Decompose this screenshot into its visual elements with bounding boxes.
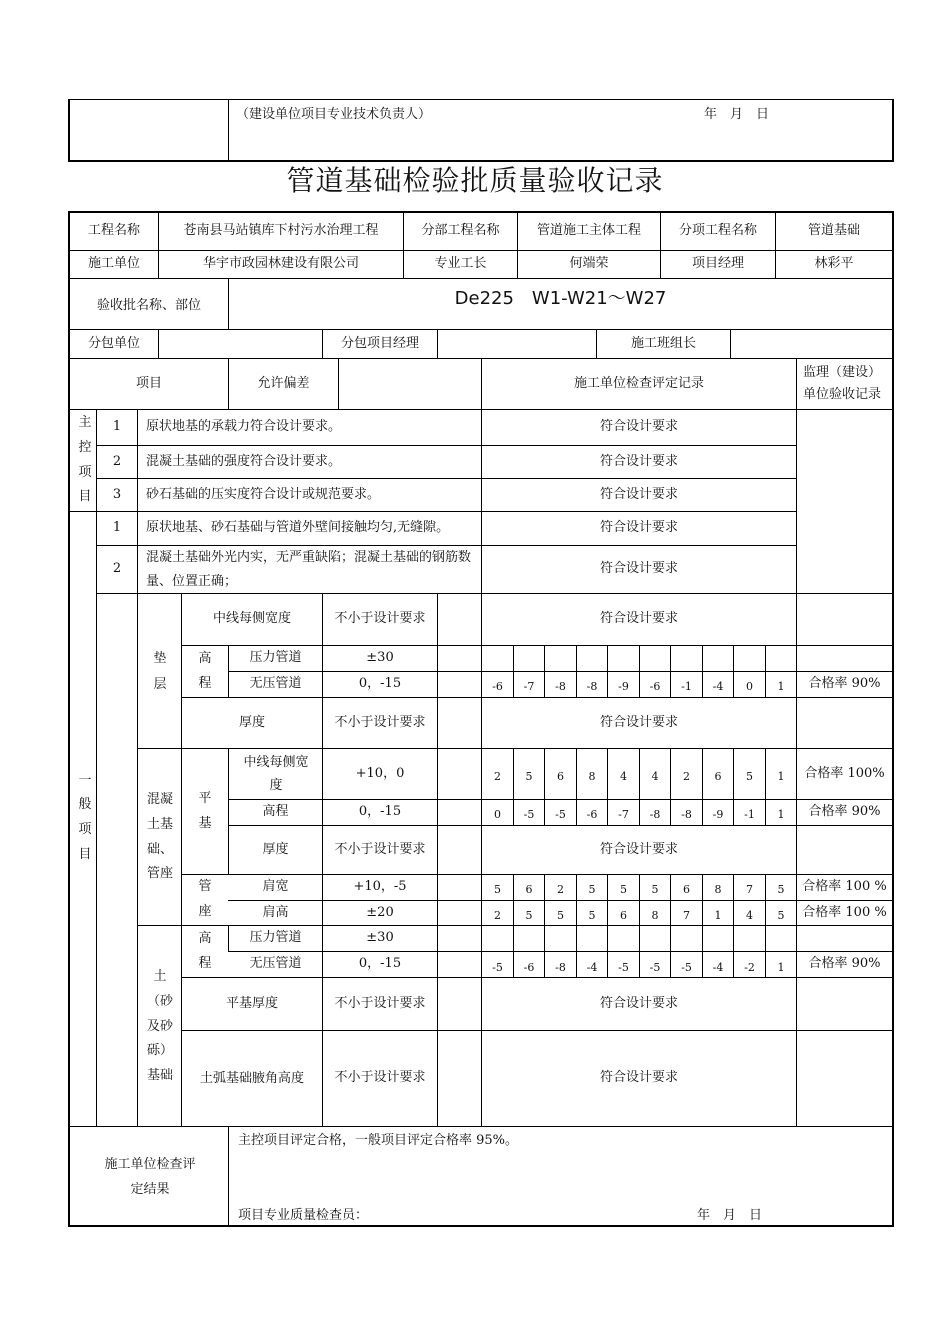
measure-cell: -7 (523, 679, 535, 693)
team-leader-label: 施工班组长 (630, 335, 696, 351)
cushion-elevation-label: 高程 (198, 650, 212, 691)
measure-cell: -6 (523, 960, 535, 974)
measure-cell: -5 (618, 960, 629, 974)
measure-cell: 1 (777, 807, 785, 821)
flat-label: 平基 (198, 790, 212, 831)
soil-gravity-tol: 0，-15 (358, 956, 402, 972)
mc-item-result: 符合设计要求 (599, 486, 678, 502)
pm-value: 林彩平 (814, 256, 854, 272)
batch-label: 验收批名称、部位 (96, 297, 201, 313)
measure-cell: 8 (588, 769, 596, 783)
measure-cell: -1 (744, 807, 755, 821)
soil-elevation-label: 高程 (198, 930, 212, 971)
measure-cell: 2 (494, 908, 501, 922)
mc-item-result: 符合设计要求 (599, 453, 678, 469)
measure-cell: 5 (746, 769, 753, 783)
measure-cell: 0 (494, 807, 501, 821)
subcontractor-label: 分包单位 (87, 335, 140, 351)
cushion-gravity-tol: 0，-15 (358, 676, 402, 692)
flat-elevation: 高程 (262, 804, 289, 820)
measure-cell: -5 (523, 807, 535, 821)
soil-flat-thickness-tol: 不小于设计要求 (334, 995, 426, 1011)
contractor-label: 施工单位 (87, 256, 140, 272)
soil-label: 土（砂及砂砾）基础 (147, 969, 174, 1084)
cushion-center-width: 中线每侧宽度 (212, 611, 291, 627)
measure-cell: -2 (744, 960, 755, 974)
sub-pm-label: 分包项目经理 (340, 335, 419, 351)
cushion-pressure-pipe: 压力管道 (249, 650, 302, 666)
measure-cell: -6 (586, 807, 598, 821)
arc-height-result: 符合设计要求 (599, 1070, 678, 1086)
shoulder-height: 肩高 (262, 904, 289, 920)
shoulder-width-rate: 合格率 100 % (802, 879, 887, 895)
measure-cell: -7 (618, 807, 629, 821)
team-leader-value (731, 330, 892, 358)
measure-cell: 5 (588, 908, 596, 922)
cushion-thickness-tol: 不小于设计要求 (334, 714, 426, 730)
page-title: 管道基础检验批质量验收记录 (286, 164, 664, 198)
subitem-value: 管道基础 (807, 223, 860, 239)
measure-cell: 7 (683, 908, 690, 922)
measure-cell: 5 (777, 882, 785, 896)
soil-gravity-pipe: 无压管道 (249, 956, 302, 972)
mc-item-text: 混凝土基础的强度符合设计要求。 (146, 453, 342, 469)
gen-item-result: 符合设计要求 (599, 561, 678, 577)
measure-cell: -5 (649, 960, 661, 974)
measure-cell: 6 (714, 769, 722, 783)
gen-item-text: 原状地基、砂石基础与管道外壁间接触均匀,无缝隙。 (146, 520, 450, 536)
soil-pressure-pipe: 压力管道 (249, 930, 302, 946)
soil-flat-thickness-result: 符合设计要求 (599, 995, 678, 1011)
conclusion-label: 施工单位检查评定结果 (104, 1157, 196, 1197)
measure-cell: 7 (746, 882, 753, 896)
measure-cell: -8 (681, 807, 692, 821)
gen-item-text: 混凝土基础外光内实，无严重缺陷；混凝土基础的钢筋数量、位置正确； (146, 550, 472, 589)
cushion-label: 垫层 (153, 651, 167, 692)
cushion-thickness: 厚度 (238, 714, 265, 730)
measure-cell: 2 (557, 882, 564, 896)
batch-value: De225 W1-W21～W27 (454, 287, 667, 309)
measure-cell: -1 (681, 679, 692, 693)
shoulder-height-rate: 合格率 100 % (802, 904, 887, 920)
measure-cell: 6 (620, 908, 627, 922)
subcontractor-value (159, 330, 322, 358)
measure-cell: 6 (683, 882, 690, 896)
flat-elevation-rate: 合格率 90% (808, 804, 881, 820)
inspector-label: 项目专业质量检查员： (238, 1207, 369, 1223)
col-check-record: 施工单位检查评定记录 (573, 375, 704, 391)
concrete-label: 混凝土基础、管座 (147, 792, 174, 882)
flat-center-tol: +10，0 (355, 765, 405, 781)
cushion-gravity-rate: 合格率 90% (808, 676, 881, 692)
mc-item-no: 1 (112, 419, 122, 435)
cushion-center-width-result: 符合设计要求 (599, 611, 678, 627)
flat-thickness: 厚度 (262, 841, 289, 857)
mc-item-no: 3 (112, 486, 122, 502)
project-name-label: 工程名称 (87, 223, 140, 239)
col-tolerance: 允许偏差 (257, 375, 310, 391)
gen-item-no: 2 (112, 561, 122, 577)
measure-cell: 4 (651, 769, 659, 783)
shoulder-width-tol: +10，-5 (353, 879, 407, 895)
measure-cell: 8 (651, 908, 659, 922)
measure-cell: -5 (492, 960, 503, 974)
measure-cell: -5 (681, 960, 692, 974)
conclusion-text: 主控项目评定合格，一般项目评定合格率 95%。 (238, 1132, 519, 1148)
arc-height-tol: 不小于设计要求 (334, 1070, 426, 1086)
flat-thickness-result: 符合设计要求 (599, 841, 678, 857)
measure-cell: 8 (714, 882, 722, 896)
subitem-label: 分项工程名称 (678, 223, 757, 239)
measure-cell: 4 (620, 769, 627, 783)
flat-center-rate: 合格率 100% (804, 765, 885, 781)
flat-center-width: 中线每侧宽度 (243, 754, 309, 793)
shoulder-height-tol: ±20 (366, 904, 394, 920)
division-value: 管道施工主体工程 (536, 223, 641, 239)
contractor-value: 华宇市政园林建设有限公司 (202, 256, 359, 272)
measure-cell: 4 (746, 908, 753, 922)
measure-cell: -6 (492, 679, 503, 693)
measure-cell: -6 (649, 679, 661, 693)
measure-cell: 1 (777, 769, 785, 783)
measure-cell: -8 (586, 679, 598, 693)
measure-cell: 5 (525, 769, 533, 783)
measure-cell: 6 (525, 882, 533, 896)
measure-cell: 5 (588, 882, 596, 896)
measure-cell: 5 (525, 908, 533, 922)
mc-item-text: 原状地基的承载力符合设计要求。 (146, 419, 342, 435)
gen-item-no: 1 (112, 520, 122, 536)
main-control-label: 主控项目 (78, 415, 92, 505)
col-item: 项目 (135, 375, 162, 391)
measure-cell: 1 (714, 908, 722, 922)
measure-cell: -8 (555, 960, 566, 974)
conclusion-date: 年 月 日 (697, 1207, 763, 1223)
measure-cell: 5 (651, 882, 659, 896)
shoulder-width: 肩宽 (262, 879, 289, 895)
top-date-label: 年 月 日 (704, 106, 770, 122)
flat-thickness-tol: 不小于设计要求 (334, 841, 426, 857)
measure-cell: 5 (557, 908, 564, 922)
gen-item-result: 符合设计要求 (599, 520, 678, 536)
measure-cell: 5 (620, 882, 627, 896)
measure-cell: -9 (712, 807, 724, 821)
soil-pressure-tol: ±30 (366, 930, 394, 946)
measure-cell: 0 (746, 679, 753, 693)
soil-gravity-rate: 合格率 90% (808, 956, 881, 972)
soil-flat-thickness: 平基厚度 (225, 995, 278, 1011)
cushion-gravity-pipe: 无压管道 (249, 676, 302, 692)
project-name-value: 苍南县马站镇库下村污水治理工程 (183, 223, 379, 239)
flat-elevation-tol: 0，-15 (358, 804, 402, 820)
mc-item-no: 2 (112, 453, 122, 469)
division-label: 分部工程名称 (421, 223, 500, 239)
measure-cell: 2 (494, 769, 501, 783)
measure-cell: 1 (777, 679, 785, 693)
top-signer-label: （建设单位项目专业技术负责人） (236, 106, 432, 122)
foreman-label: 专业工长 (434, 256, 487, 272)
general-label: 一般项目 (78, 772, 92, 862)
measure-cell: -4 (712, 960, 724, 974)
measure-cell: 6 (557, 769, 564, 783)
measure-cell: 5 (494, 882, 501, 896)
measure-cell: -9 (618, 679, 629, 693)
measure-cell: 2 (683, 769, 690, 783)
measure-cell: 1 (777, 960, 785, 974)
seat-label: 管座 (198, 879, 212, 919)
cushion-center-width-tol: 不小于设计要求 (334, 611, 426, 627)
measure-cell: 5 (777, 908, 785, 922)
measure-cell: -4 (712, 679, 724, 693)
pm-label: 项目经理 (691, 256, 744, 272)
sub-pm-value (438, 330, 596, 358)
measure-cell: -8 (555, 679, 566, 693)
measure-cell: -5 (555, 807, 566, 821)
cushion-pressure-tol: ±30 (366, 650, 394, 666)
mc-item-result: 符合设计要求 (599, 419, 678, 435)
foreman-value: 何端荣 (569, 256, 609, 272)
mc-item-text: 砂石基础的压实度符合设计或规范要求。 (146, 486, 381, 502)
measure-cell: -4 (586, 960, 598, 974)
measure-cell: -8 (649, 807, 661, 821)
arc-height: 土弧基础腋角高度 (200, 1070, 305, 1086)
cushion-thickness-result: 符合设计要求 (599, 714, 678, 730)
col-supervision: 监理（建设）单位验收记录 (802, 364, 881, 402)
